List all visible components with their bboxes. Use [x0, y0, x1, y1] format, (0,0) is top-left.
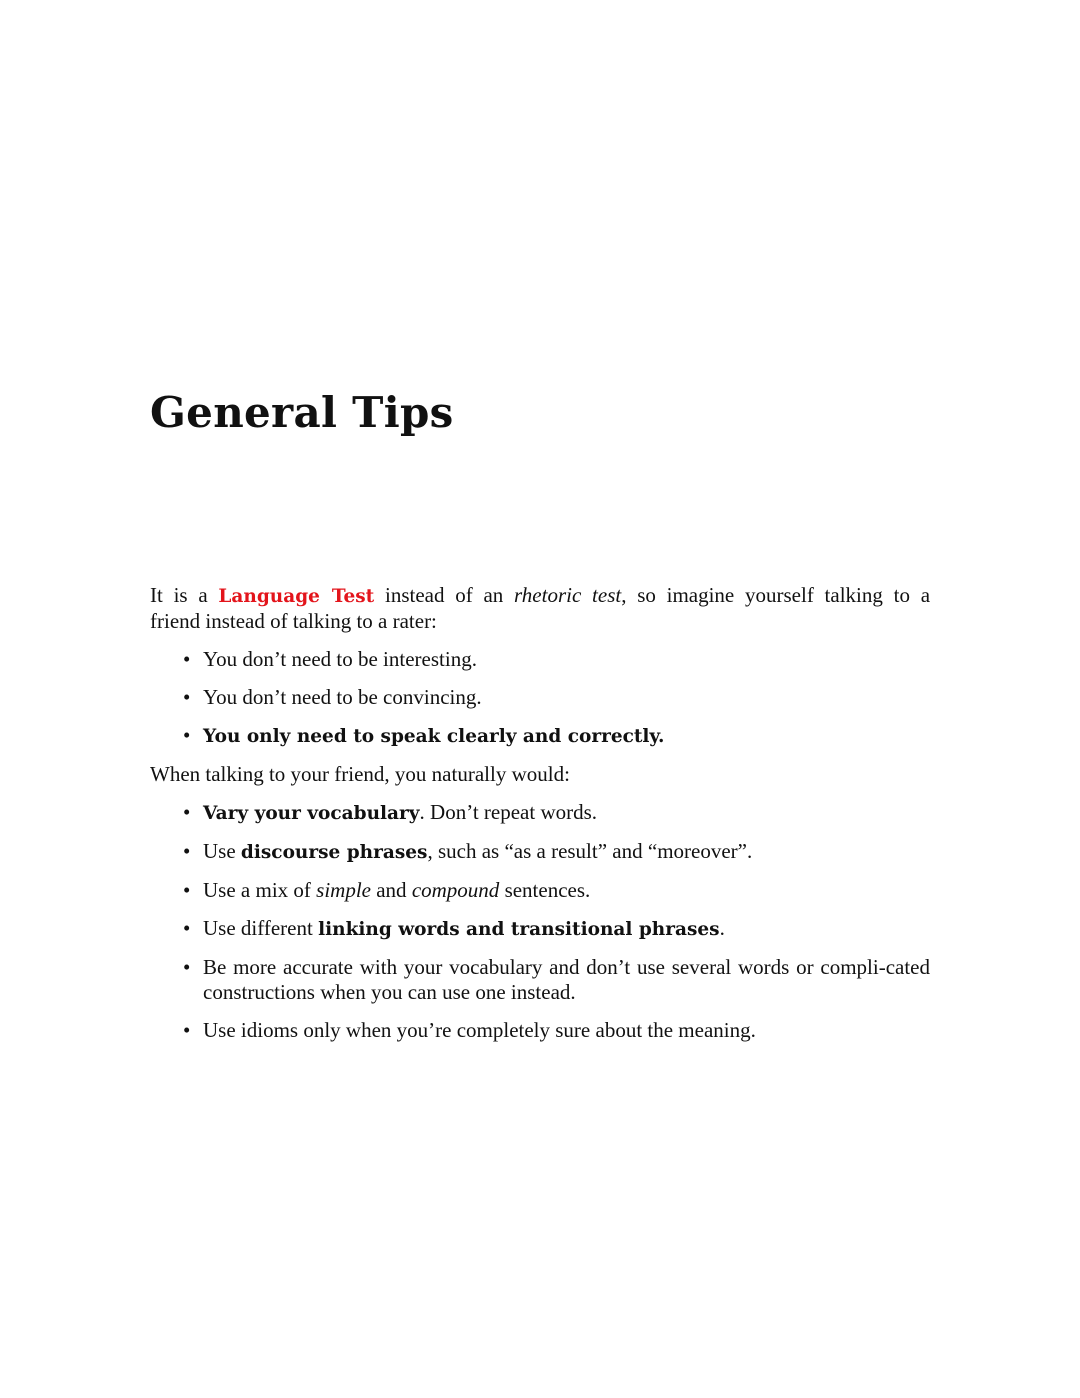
list-item [183, 723, 930, 749]
tips-list-2 [150, 800, 930, 1043]
intro-line-1 [150, 583, 930, 609]
list-item-bold-text: discourse phrases [240, 842, 428, 863]
bullet-icon: • [183, 916, 191, 940]
tips-list-1 [150, 647, 930, 749]
bullet-icon: • [183, 647, 191, 671]
list-item-text: You don’t need to be interesting. [203, 647, 477, 671]
list-item [183, 1018, 930, 1043]
bullet-icon: • [183, 878, 191, 902]
intro-prefix: It is a [150, 583, 208, 607]
bullet-icon: • [183, 1018, 191, 1042]
page-title: General Tips [150, 388, 454, 437]
list-item [183, 685, 930, 710]
language-test-highlight: Language Test [218, 586, 375, 607]
bullet-icon: • [183, 723, 191, 747]
list-item [183, 916, 930, 942]
list-item-text: Use idioms only when you’re completely sure about the meaning. [203, 1018, 756, 1042]
bullet-icon: • [183, 800, 191, 824]
rhetoric-test-italic: rhetoric test [514, 583, 622, 607]
list-item-bold-text: Vary your vocabulary [203, 803, 420, 824]
list-item-italic-text: simple [316, 878, 371, 902]
list-item-bold-text: You only need to speak clearly and correctly. [203, 726, 665, 747]
list-item-text: . Don’t repeat words. [419, 800, 598, 824]
list-item-text: You don’t need to be convincing. [203, 685, 482, 709]
list-item-bold-text: linking words and transitional phrases [318, 919, 720, 940]
list-item-text: sentences. [499, 878, 591, 902]
list-item-text: Use different [203, 916, 319, 940]
document-body [150, 583, 930, 1043]
transition-paragraph: When talking to your friend, you naturally would: [150, 762, 570, 786]
list-item-text: Use a mix of [203, 878, 317, 902]
list-item [183, 955, 930, 1005]
list-item-text: Use [203, 839, 241, 863]
list-item-text: . [719, 916, 725, 940]
list-item-text: , such as “as a result” and “moreover”. [427, 839, 753, 863]
intro-mid: instead of an [384, 583, 504, 607]
bullet-icon: • [183, 685, 191, 709]
list-item-italic-text: compound [411, 878, 500, 902]
list-item-text: and [370, 878, 412, 902]
list-item [183, 647, 930, 672]
intro-line-2: friend instead of talking to a rater: [150, 609, 437, 633]
intro-suffix: , so imagine yourself talking to a [621, 583, 931, 607]
list-item [183, 839, 930, 865]
list-item [183, 878, 930, 903]
list-item-text: Be more accurate with your vocabulary and don’t use several words or compli-cated constructions when you can use one instead. [203, 955, 930, 1004]
bullet-icon: • [183, 839, 191, 863]
list-item [183, 800, 930, 826]
intro-paragraph [150, 583, 930, 634]
bullet-icon: • [183, 955, 191, 979]
